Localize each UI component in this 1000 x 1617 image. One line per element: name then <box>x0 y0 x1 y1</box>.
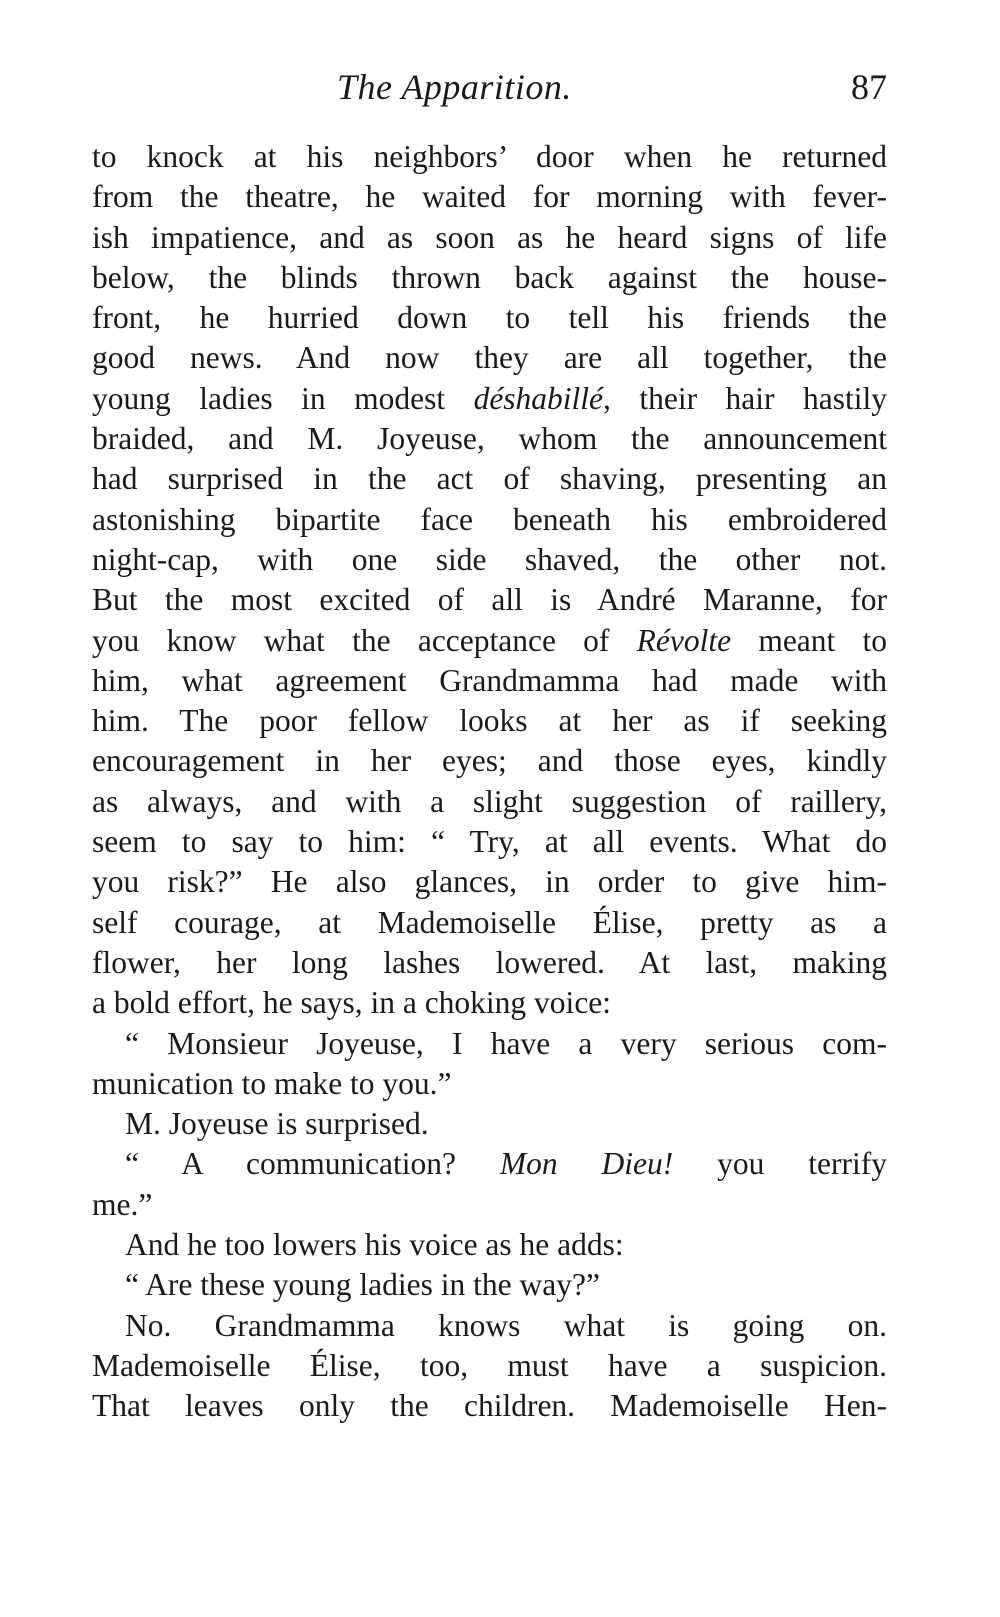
text-line <box>92 419 887 459</box>
italic-text: Mon Dieu! <box>499 1146 674 1182</box>
text-segment: flower, her long lashes lowered. At last, making <box>92 944 887 980</box>
text-line <box>92 741 887 781</box>
text-segment: That leaves only the children. Mademoiselle Hen- <box>92 1388 887 1424</box>
text-segment: meant to <box>731 622 887 658</box>
text-segment: him, what agreement Grandmamma had made with <box>92 662 887 698</box>
text-line <box>92 701 887 741</box>
running-head <box>92 62 887 112</box>
text-segment: astonishing bipartite face beneath his embroidered <box>92 501 887 537</box>
text-line <box>92 621 887 661</box>
italic-text: Révolte <box>636 622 732 658</box>
body-text <box>92 137 887 1427</box>
text-segment: to knock at his neighbors’ door when he returned <box>92 139 887 174</box>
italic-text: déshabillé <box>473 380 604 416</box>
text-segment: seem to say to him: “ Try, at all events. What do <box>92 824 887 860</box>
text-line <box>92 943 887 983</box>
text-segment: young ladies in modest <box>92 380 474 416</box>
text-line <box>92 137 887 177</box>
text-line <box>92 338 887 378</box>
text-segment: a bold effort, he says, in a choking voice: <box>92 985 612 1021</box>
text-line <box>92 903 887 943</box>
text-segment: me.” <box>92 1186 153 1222</box>
text-line <box>92 1265 887 1305</box>
text-segment: But the most excited of all is André Maranne, for <box>92 582 887 618</box>
text-line <box>92 459 887 499</box>
text-line <box>92 782 887 822</box>
text-line <box>92 1024 887 1064</box>
text-segment: you know what the acceptance of <box>92 622 637 658</box>
text-line <box>92 177 887 217</box>
text-segment: you risk?” He also glances, in order to give him- <box>92 864 887 900</box>
text-segment: you terrify <box>673 1146 887 1182</box>
text-segment: , their hair hastily <box>603 380 887 416</box>
text-line <box>92 1306 887 1346</box>
text-line <box>92 218 887 258</box>
text-segment: self courage, at Mademoiselle Élise, pretty as a <box>92 904 887 940</box>
page-number: 87 <box>851 67 887 107</box>
text-line <box>92 298 887 338</box>
text-line <box>92 1064 887 1104</box>
text-line <box>92 1225 887 1265</box>
text-segment: good news. And now they are all together, the <box>92 340 887 376</box>
text-line <box>92 1185 887 1225</box>
text-segment: Mademoiselle Élise, too, must have a suspicion. <box>92 1347 887 1383</box>
text-line <box>92 862 887 902</box>
text-segment: below, the blinds thrown back against the house- <box>92 259 887 295</box>
text-segment: “ Monsieur Joyeuse, I have a very serious com- <box>125 1025 887 1061</box>
text-line <box>92 500 887 540</box>
text-line <box>92 983 887 1023</box>
text-segment: from the theatre, he waited for morning with fever- <box>92 179 887 215</box>
text-line <box>92 258 887 298</box>
text-line <box>92 1104 887 1144</box>
text-segment: as always, and with a slight suggestion of raillery, <box>92 783 887 819</box>
text-line <box>92 661 887 701</box>
text-segment: “ Are these young ladies in the way?” <box>125 1267 600 1303</box>
text-line <box>92 1346 887 1386</box>
text-line <box>92 1144 887 1184</box>
text-segment: M. Joyeuse is surprised. <box>125 1106 429 1142</box>
text-segment: night-cap, with one side shaved, the other not. <box>92 541 887 577</box>
text-segment: encouragement in her eyes; and those eyes, kindly <box>92 743 887 779</box>
text-segment: And he too lowers his voice as he adds: <box>125 1227 624 1263</box>
running-title: The Apparition. <box>337 67 572 107</box>
text-segment: “ A communication? <box>125 1146 500 1182</box>
text-segment: braided, and M. Joyeuse, whom the announcement <box>92 421 887 457</box>
text-segment: No. Grandmamma knows what is going on. <box>125 1307 887 1343</box>
text-segment: munication to make to you.” <box>92 1065 452 1101</box>
text-segment: front, he hurried down to tell his friends the <box>92 300 887 336</box>
text-line <box>92 580 887 620</box>
text-line <box>92 379 887 419</box>
text-line <box>92 540 887 580</box>
text-line <box>92 1386 887 1426</box>
text-line <box>92 822 887 862</box>
text-segment: had surprised in the act of shaving, presenting an <box>92 461 887 497</box>
text-segment: ish impatience, and as soon as he heard signs of life <box>92 219 887 255</box>
text-segment: him. The poor fellow looks at her as if seeking <box>92 703 887 739</box>
